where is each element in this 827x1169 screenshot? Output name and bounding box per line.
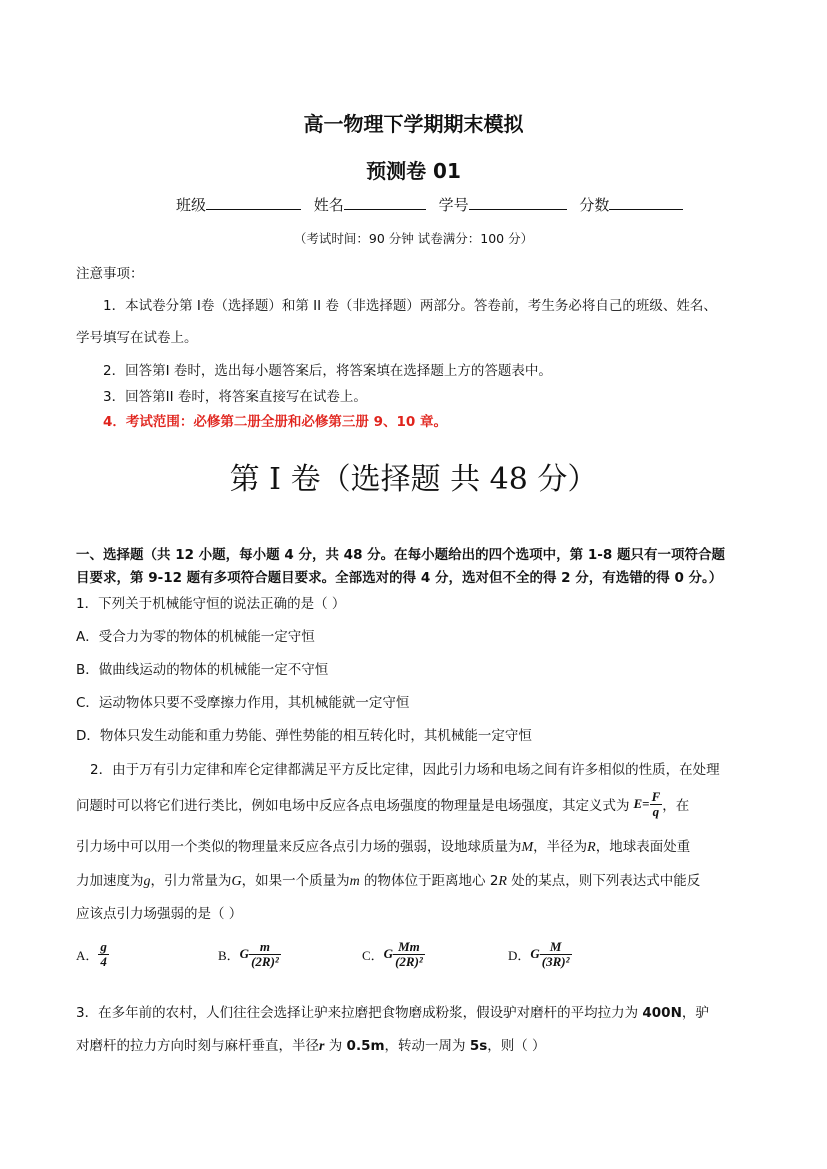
exam-subtitle: 预测卷 01: [366, 159, 461, 183]
mass-symbol: m: [349, 874, 360, 889]
class-label: 班级: [176, 196, 207, 214]
q2-option-a-label: A．: [76, 947, 99, 963]
formula-fraction: [650, 790, 663, 818]
q3-line-1-a: 3．在多年前的农村，人们往往会选择让驴来拉磨把食物磨成粉浆，假设驴对磨杆的平均拉力为: [76, 1005, 643, 1021]
time-note: （考试时间：90 分钟 试卷满分：100 分）: [293, 231, 534, 246]
score-label: 分数: [579, 196, 610, 214]
gravity-symbol: g: [143, 874, 151, 889]
earth-mass-symbol: M: [521, 840, 534, 855]
q2-option-d-label: D．: [508, 947, 531, 963]
q2-option-b-num: m: [249, 940, 281, 955]
q2-option-d-den: (3R)²: [541, 953, 570, 969]
formula-eq: =: [642, 796, 650, 812]
q2-option-b: [218, 940, 281, 968]
q2-option-b-den: (2R)²: [251, 953, 279, 969]
q3-line-2: [76, 1034, 546, 1055]
class-blank[interactable]: [206, 193, 301, 210]
q2-option-d: [508, 940, 572, 968]
q2-line-2-text: 问题时可以将它们进行类比，例如电场中反应各点电场强度的物理量是电场强度，其定义式为: [76, 798, 630, 815]
q2-option-c-num: Mm: [393, 940, 425, 955]
student-id-label: 学号: [438, 196, 469, 214]
part1-instructions-line1: 一、选择题（共 12 小题，每小题 4 分，共 48 分。在每小题给出的四个选项中，第 1-8 题只有一项符合题: [76, 547, 725, 563]
section-title: 第 I 卷（选择题 共 48 分）: [229, 462, 598, 497]
notice-item-3: 3．回答第II 卷时，将答案直接写在试卷上。: [103, 389, 367, 405]
q2-option-b-label: B．: [218, 947, 240, 963]
score-blank[interactable]: [609, 193, 683, 210]
notice-item-2: 2．回答第I 卷时，选出每小题答案后，将答案填在选择题上方的答题表中。: [103, 363, 552, 379]
q1-stem: 1．下列关于机械能守恒的说法正确的是（ ）: [76, 596, 346, 612]
q3-line-2-b: 为: [324, 1038, 347, 1054]
q1-option-b: B．做曲线运动的物体的机械能一定不守恒: [76, 662, 329, 678]
formula-lhs: E: [633, 796, 643, 812]
q2-option-c-g: G: [383, 946, 394, 962]
q2-line-3-c: ，地球表面处重: [595, 839, 691, 855]
name-blank[interactable]: [344, 193, 426, 210]
q3-period-value: 5s: [469, 1038, 488, 1054]
notice-heading: 注意事项：: [76, 266, 144, 282]
q2-option-c: [362, 940, 425, 968]
q2-line-4-c: ，如果一个质量为: [241, 873, 350, 889]
radius-symbol-2: R: [498, 874, 507, 889]
q2-line-2-end: ，在: [662, 798, 690, 815]
student-id-blank[interactable]: [469, 193, 567, 210]
q2-line-3: [76, 835, 690, 856]
q2-option-a: [76, 940, 109, 968]
q2-line-2: [76, 790, 689, 818]
q2-line-3-a: 引力场中可以用一个类似的物理量来反应各点引力场的强弱，设地球质量为: [76, 839, 522, 855]
grav-const-symbol: G: [231, 874, 242, 889]
q2-option-d-num: M: [540, 940, 572, 955]
q2-option-d-g: G: [530, 946, 540, 962]
q2-line-4-a: 力加速度为: [76, 873, 144, 889]
q3-radius-symbol: r: [319, 1039, 325, 1054]
q1-option-a: A．受合力为零的物体的机械能一定守恒: [76, 629, 315, 645]
q2-line-4-d: 的物体位于距离地心 2: [359, 873, 499, 889]
name-label: 姓名: [313, 196, 344, 214]
q2-option-c-label: C．: [362, 947, 384, 963]
exam-title: 高一物理下学期期末模拟: [303, 112, 524, 136]
q3-radius-value: 0.5m: [346, 1038, 385, 1054]
q2-option-a-num: g: [100, 939, 107, 954]
q2-line-5: 应该点引力场强弱的是（ ）: [76, 906, 243, 922]
q2-line-4: [76, 869, 700, 890]
q3-line-2-d: ，则（ ）: [487, 1038, 546, 1054]
q2-line-1: 2．由于万有引力定律和库仑定律都满足平方反比定律，因此引力场和电场之间有许多相似的性质，在处理: [90, 762, 720, 778]
q3-line-1-b: ，驴: [681, 1005, 709, 1021]
q3-line-2-c: ，转动一周为: [384, 1038, 470, 1054]
electric-field-formula: [634, 790, 663, 818]
q2-line-4-b: ，引力常量为: [150, 873, 232, 889]
radius-symbol: R: [587, 840, 596, 855]
q2-option-c-fraction: [393, 940, 425, 968]
q2-option-b-g: G: [239, 946, 250, 962]
q2-line-4-e: 处的某点，则下列表达式中能反: [506, 873, 701, 889]
q2-option-c-den: (2R)²: [395, 953, 423, 969]
q2-option-a-fraction: [98, 940, 109, 968]
q3-force-value: 400N: [642, 1005, 682, 1021]
q3-line-2-a: 对磨杆的拉力方向时刻与麻杆垂直，半径: [76, 1038, 319, 1054]
notice-item-1-cont: 学号填写在试卷上。: [76, 330, 198, 346]
q2-option-d-fraction: [540, 940, 572, 968]
notice-item-1: 1．本试卷分第 I卷（选择题）和第 II 卷（非选择题）两部分。答卷前，考生务必将自己的班级、姓名、: [103, 298, 717, 314]
student-info-row: [176, 193, 691, 215]
formula-num: F: [651, 789, 661, 804]
q2-option-b-fraction: [249, 940, 281, 968]
q3-line-1: [76, 1001, 709, 1021]
q2-line-3-b: ，半径为: [533, 839, 588, 855]
notice-item-4: 4．考试范围：必修第二册全册和必修第三册 9、10 章。: [103, 414, 447, 430]
formula-den: q: [652, 803, 660, 819]
part1-instructions-line2: 目要求，第 9-12 题有多项符合题目要求。全部选对的得 4 分，选对但不全的得 2 分，有选错的得 0 分。）: [76, 570, 723, 586]
q2-option-a-den: 4: [100, 953, 107, 969]
q1-option-d: D．物体只发生动能和重力势能、弹性势能的相互转化时，其机械能一定守恒: [76, 728, 532, 744]
q1-option-c: C．运动物体只要不受摩擦力作用，其机械能就一定守恒: [76, 695, 410, 711]
